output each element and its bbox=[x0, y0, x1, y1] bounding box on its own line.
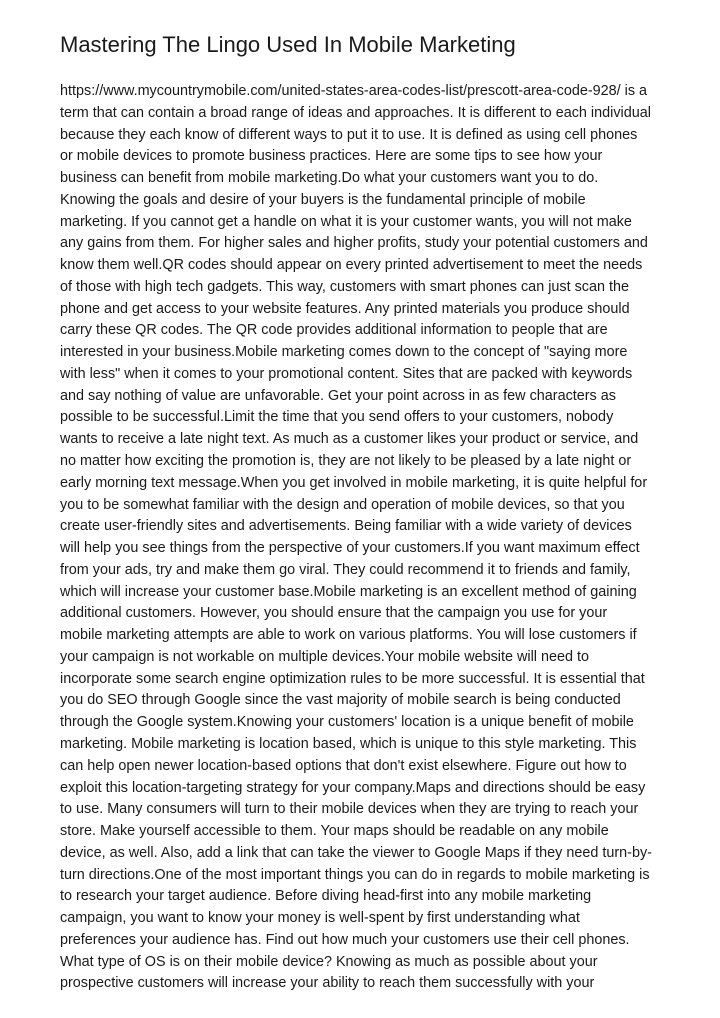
body-line: you to be somewhat familiar with the design and operation of mobile devices, so that you bbox=[60, 496, 625, 513]
body-line: preferences your audience has. Find out how much your customers use their cell phones. bbox=[60, 931, 630, 948]
document-body bbox=[60, 81, 660, 995]
body-line: incorporate some search engine optimization rules to be more successful. It is essential that bbox=[60, 670, 645, 687]
body-line: any gains from them. For higher sales and higher profits, study your potential customers and bbox=[60, 235, 648, 252]
body-line: marketing. If you cannot get a handle on what it is your customer wants, you will not make bbox=[60, 213, 632, 230]
body-line: early morning text message.When you get involved in mobile marketing, it is quite helpful for bbox=[60, 474, 648, 491]
body-line: possible to be successful.Limit the time that you send offers to your customers, nobody bbox=[60, 409, 614, 426]
body-line: can help open newer location-based options that don't exist elsewhere. Figure out how to bbox=[60, 757, 627, 774]
body-line: additional customers. However, you should ensure that the campaign you use for your bbox=[60, 605, 608, 622]
body-line: create user-friendly sites and advertisements. Being familiar with a wide variety of devices bbox=[60, 518, 632, 535]
body-line: will help you see things from the perspective of your customers.If you want maximum effect bbox=[60, 540, 640, 557]
body-line: exploit this location-targeting strategy for your company.Maps and directions should be easy bbox=[60, 779, 646, 796]
body-line: device, as well. Also, add a link that can take the viewer to Google Maps if they need turn-by- bbox=[60, 844, 652, 861]
body-line: wants to receive a late night text. As much as a customer likes your product or service, and bbox=[60, 431, 639, 448]
body-line: which will increase your customer base.Mobile marketing is an excellent method of gaining bbox=[60, 583, 637, 600]
body-line: What type of OS is on their mobile device? Knowing as much as possible about your bbox=[60, 953, 598, 970]
body-line: marketing. Mobile marketing is location based, which is unique to this style marketing. This bbox=[60, 735, 637, 752]
body-line: phone and get access to your website features. Any printed materials you produce should bbox=[60, 300, 630, 317]
body-line: you do SEO through Google since the vast majority of mobile search is being conducted bbox=[60, 692, 621, 709]
body-line: business can benefit from mobile marketing.Do what your customers want you to do. bbox=[60, 170, 599, 187]
body-line: store. Make yourself accessible to them. Your maps should be readable on any mobile bbox=[60, 823, 609, 840]
body-line: mobile marketing attempts are able to work on various platforms. You will lose customers if bbox=[60, 627, 637, 644]
body-line: because they each know of different ways to put it to use. It is defined as using cell phones bbox=[60, 126, 638, 143]
body-line: your campaign is not workable on multiple devices.Your mobile website will need to bbox=[60, 648, 590, 665]
body-line: from your ads, try and make them go viral. They could recommend it to friends and family, bbox=[60, 561, 631, 578]
body-line: of those with high tech gadgets. This way, customers with smart phones can just scan the bbox=[60, 278, 629, 295]
body-line: term that can contain a broad range of ideas and approaches. It is different to each individual bbox=[60, 104, 651, 121]
body-line: through the Google system.Knowing your customers' location is a unique benefit of mobile bbox=[60, 714, 634, 731]
body-line: or mobile devices to promote business practices. Here are some tips to see how your bbox=[60, 148, 603, 165]
body-line: carry these QR codes. The QR code provides additional information to people that are bbox=[60, 322, 608, 339]
body-line: no matter how exciting the promotion is, they are not likely to be pleased by a late night or bbox=[60, 453, 632, 470]
body-line: prospective customers will increase your ability to reach them successfully with your bbox=[60, 975, 595, 992]
body-line: with less" when it comes to your promotional content. Sites that are packed with keywords bbox=[60, 365, 633, 382]
body-line: to use. Many consumers will turn to their mobile devices when they are trying to reach your bbox=[60, 801, 639, 818]
document-title: Mastering The Lingo Used In Mobile Marketing bbox=[60, 32, 516, 57]
body-line: campaign, you want to know your money is well-spent by first understanding what bbox=[60, 910, 580, 927]
body-line: https://www.mycountrymobile.com/united-states-area-codes-list/prescott-area-code-928/ is a bbox=[60, 83, 648, 99]
body-line: Knowing the goals and desire of your buyers is the fundamental principle of mobile bbox=[60, 191, 586, 208]
body-line: know them well.QR codes should appear on every printed advertisement to meet the needs bbox=[60, 257, 643, 274]
body-line: to research your target audience. Before diving head-first into any mobile marketing bbox=[60, 888, 592, 905]
body-line: turn directions.One of the most important things you can do in regards to mobile marketing is bbox=[60, 866, 650, 883]
body-line: interested in your business.Mobile marketing comes down to the concept of "saying more bbox=[60, 344, 628, 361]
body-line: and say nothing of value are unfavorable. Get your point across in as few characters as bbox=[60, 387, 616, 404]
